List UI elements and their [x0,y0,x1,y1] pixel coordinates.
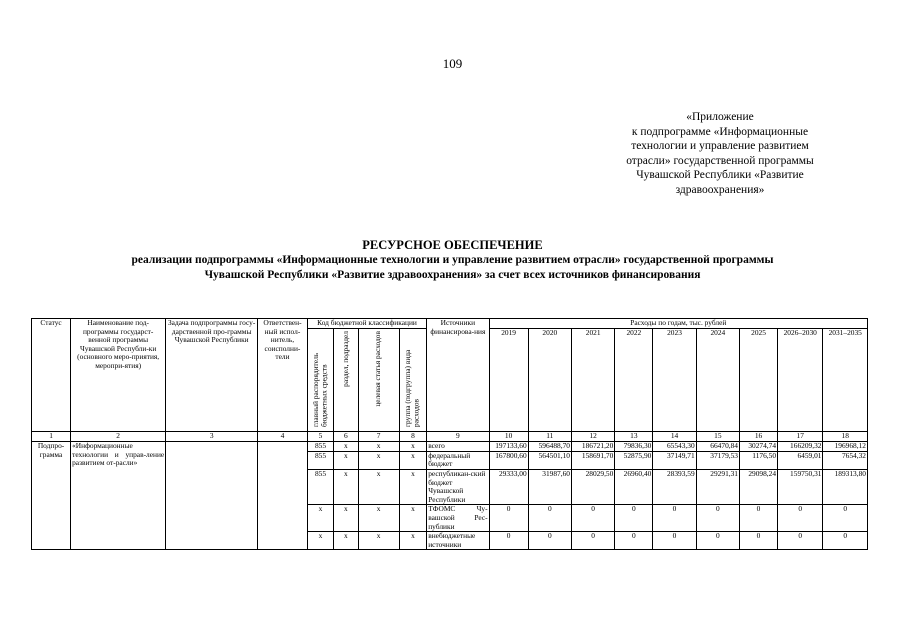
expense-value-cell: 0 [740,505,778,532]
column-numbers-row [32,432,868,442]
expense-value-cell: 0 [653,532,696,550]
expense-value-cell: 0 [489,505,528,532]
expense-value-cell: 6459,01 [778,451,823,469]
header-year-2022: 2022 [615,328,653,432]
col-number: 17 [778,432,823,442]
appendix-line: «Приложение [686,111,754,123]
expense-value-cell: 7654,32 [823,451,868,469]
expense-value-cell: 166209,32 [778,442,823,452]
expense-value-cell: 186721,20 [571,442,614,452]
budget-code-cell: x [334,505,358,532]
expense-value-cell: 596488,70 [528,442,571,452]
header-bc-group: группа (подгруппа) вида расходов [399,328,427,432]
expense-value-cell: 167800,60 [489,451,528,469]
title-line: реализации подпрограммы «Информационные технологии и управление развитием отрасли» государственной программы [131,254,774,266]
col-number: 4 [258,432,308,442]
expense-value-cell: 159750,31 [778,469,823,504]
expense-value-cell: 196968,12 [823,442,868,452]
col-number: 18 [823,432,868,442]
header-bc-target: целевая статья расходов [358,328,399,432]
header-status: Статус [32,319,71,432]
task-cell [166,442,258,550]
expense-value-cell: 29098,24 [740,469,778,504]
budget-code-cell: x [358,505,399,532]
budget-code-cell: x [358,469,399,504]
budget-code-cell: x [334,451,358,469]
expense-value-cell: 564501,10 [528,451,571,469]
expense-value-cell: 37179,53 [696,451,739,469]
expense-value-cell: 0 [571,505,614,532]
funding-source-cell: внебюджетные источники [427,532,489,550]
header-year-2023: 2023 [653,328,696,432]
expense-value-cell: 0 [823,505,868,532]
expense-value-cell: 0 [615,505,653,532]
header-year-2024: 2024 [696,328,739,432]
col-number: 11 [528,432,571,442]
expense-value-cell: 29333,00 [489,469,528,504]
expense-value-cell: 0 [696,505,739,532]
header-budget-code: Код бюджетной классификации [307,319,426,329]
resource-table [31,318,868,550]
budget-code-cell: x [399,451,427,469]
status-cell: Подпро-грамма [32,442,71,550]
expense-value-cell: 52875,90 [615,451,653,469]
header-bc-section: раздел, подраздел [334,328,358,432]
expense-value-cell: 0 [823,532,868,550]
appendix-note [575,110,865,197]
expense-value-cell: 65543,30 [653,442,696,452]
expense-value-cell: 79836,30 [615,442,653,452]
funding-source-cell: ТФОМС Чу-вашской Рес-публики [428,504,488,531]
appendix-line: Чувашской Республики «Развитие [636,169,804,181]
expense-value-cell: 30274,74 [740,442,778,452]
col-number: 15 [696,432,739,442]
budget-code-cell: x [358,442,399,452]
col-number: 16 [740,432,778,442]
col-number: 13 [615,432,653,442]
col-number: 2 [71,432,166,442]
col-number: 9 [427,432,489,442]
expense-value-cell: 0 [489,532,528,550]
expense-value-cell: 29291,31 [696,469,739,504]
budget-code-cell: x [307,532,333,550]
header-responsible: Ответствен-ный испол-нитель, соисполни-тели [258,319,308,432]
col-number: 6 [334,432,358,442]
document-title [0,238,905,283]
header-task: Задача подпрограммы госу-дарственной про-граммы Чувашской Республики [166,319,258,432]
title-line: Чувашской Республики «Развитие здравоохранения» за счет всех источников финансирования [204,269,701,281]
budget-code-cell: x [334,442,358,452]
funding-source-cell: всего [427,442,489,452]
expense-value-cell: 0 [778,505,823,532]
budget-code-cell: x [334,469,358,504]
table-row [32,442,868,452]
expense-value-cell: 0 [528,505,571,532]
header-year-2031-2035: 2031–2035 [823,328,868,432]
header-year-2020: 2020 [528,328,571,432]
col-number: 10 [489,432,528,442]
expense-value-cell: 0 [571,532,614,550]
responsible-cell [258,442,308,550]
header-year-2025: 2025 [740,328,778,432]
expense-value-cell: 0 [615,532,653,550]
budget-code-cell: x [399,532,427,550]
col-number: 3 [166,432,258,442]
name-cell: «Информационные технологии и управ-ление развитием от-расли» [71,442,166,550]
expense-value-cell: 31987,60 [528,469,571,504]
expense-value-cell: 28029,50 [571,469,614,504]
budget-code-cell: 855 [307,442,333,452]
expense-value-cell: 0 [778,532,823,550]
expense-value-cell: 37149,71 [653,451,696,469]
appendix-line: отрасли» государственной программы [626,154,814,167]
budget-code-cell: x [399,442,427,452]
expense-value-cell: 197133,60 [489,442,528,452]
expense-value-cell: 28393,59 [653,469,696,504]
header-year-2021: 2021 [571,328,614,432]
col-number: 1 [32,432,71,442]
appendix-line: здравоохранения» [675,183,765,196]
expense-value-cell: 0 [740,532,778,550]
expense-value-cell: 189313,80 [823,469,868,504]
page-number: 109 [442,56,463,71]
funding-source-cell: республикан-ский бюджет Чувашской Республики [427,469,489,504]
header-year-2019: 2019 [489,328,528,432]
expense-value-cell: 0 [528,532,571,550]
appendix-line: технологии и управление развитием [631,140,809,152]
expense-value-cell: 0 [653,505,696,532]
budget-code-cell: x [399,505,427,532]
budget-code-cell: x [358,532,399,550]
header-name: Наименование под-программы государст-венной программы Чувашской Республи-ки (основного меро-приятия, меропри-ятия) [71,319,166,432]
expense-value-cell: 1176,50 [740,451,778,469]
col-number: 8 [399,432,427,442]
header-year-2026-2030: 2026–2030 [778,328,823,432]
header-expenses: Расходы по годам, тыс. рублей [489,319,867,329]
budget-code-cell: x [307,505,333,532]
funding-source-cell: федеральный бюджет [427,451,489,469]
title-main: РЕСУРСНОЕ ОБЕСПЕЧЕНИЕ [362,238,543,252]
col-number: 5 [307,432,333,442]
col-number: 7 [358,432,399,442]
budget-code-cell: 855 [307,451,333,469]
appendix-line: к подпрограмме «Информационные [631,125,809,138]
header-sources: Источники финансирова-ния [427,319,489,432]
col-number: 12 [571,432,614,442]
expense-value-cell: 0 [696,532,739,550]
budget-code-cell: x [399,469,427,504]
budget-code-cell: x [334,532,358,550]
expense-value-cell: 158691,70 [571,451,614,469]
budget-code-cell: x [358,451,399,469]
expense-value-cell: 66470,84 [696,442,739,452]
col-number: 14 [653,432,696,442]
expense-value-cell: 26960,40 [615,469,653,504]
header-bc-admin: главный распорядитель бюджетных средств [307,328,333,432]
budget-code-cell: 855 [307,469,333,504]
